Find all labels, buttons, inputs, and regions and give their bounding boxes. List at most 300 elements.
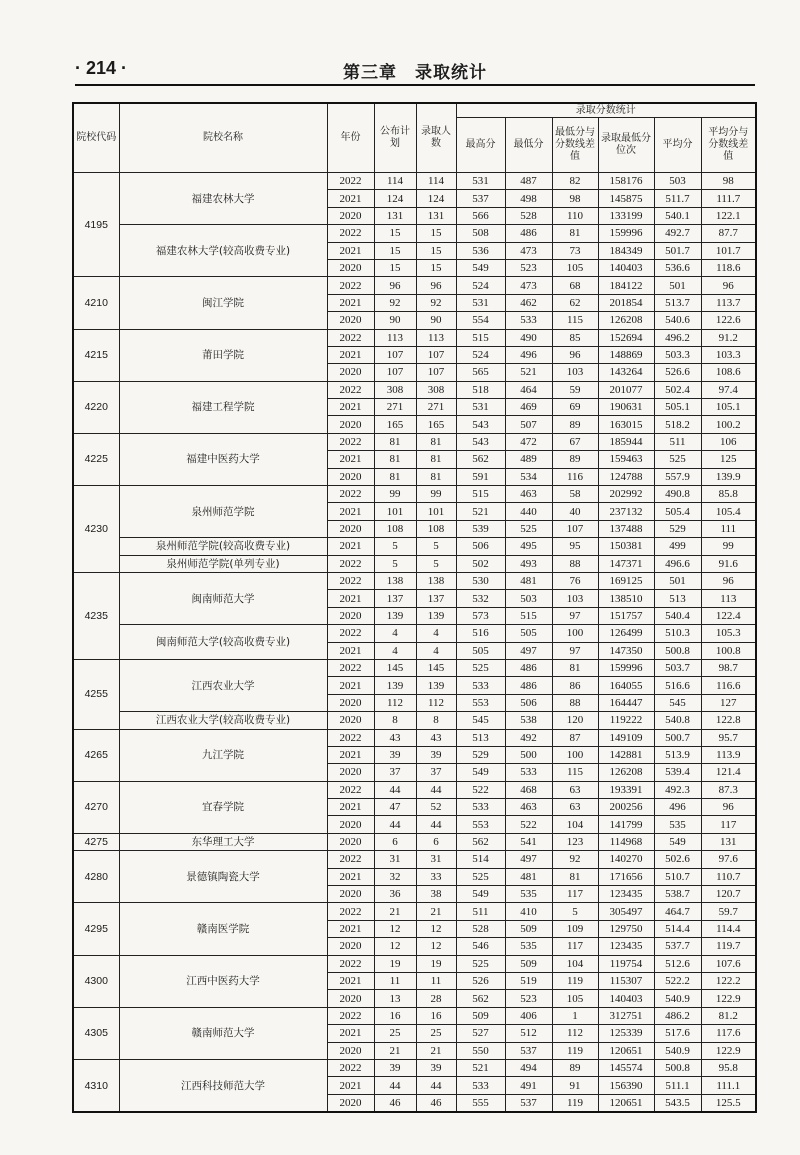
min-diff-cell: 81 xyxy=(552,225,598,242)
max-score-cell: 546 xyxy=(456,938,505,955)
plan-cell: 4 xyxy=(374,642,416,659)
plan-cell: 25 xyxy=(374,1025,416,1042)
min-diff-cell: 117 xyxy=(552,886,598,903)
min-diff-cell: 112 xyxy=(552,1025,598,1042)
admitted-cell: 107 xyxy=(416,346,456,363)
avg-score-cell: 501 xyxy=(654,277,701,294)
plan-cell: 8 xyxy=(374,712,416,729)
plan-cell: 31 xyxy=(374,851,416,868)
max-score-cell: 549 xyxy=(456,886,505,903)
col-header-avg: 平均分 xyxy=(654,118,701,173)
max-score-cell: 565 xyxy=(456,364,505,381)
rank-cell: 123435 xyxy=(598,938,654,955)
max-score-cell: 536 xyxy=(456,242,505,259)
school-code: 4270 xyxy=(73,781,119,833)
admitted-cell: 44 xyxy=(416,1077,456,1094)
avg-score-cell: 511.1 xyxy=(654,1077,701,1094)
school-code: 4265 xyxy=(73,729,119,781)
plan-cell: 44 xyxy=(374,781,416,798)
avg-diff-cell: 131 xyxy=(701,833,756,850)
table-body xyxy=(73,173,756,1113)
col-header-year: 年份 xyxy=(327,103,374,173)
admitted-cell: 21 xyxy=(416,1042,456,1059)
year-cell: 2021 xyxy=(327,642,374,659)
rank-cell: 147350 xyxy=(598,642,654,659)
avg-score-cell: 512.6 xyxy=(654,955,701,972)
min-score-cell: 541 xyxy=(505,833,552,850)
year-cell: 2022 xyxy=(327,486,374,503)
avg-diff-cell: 121.4 xyxy=(701,764,756,781)
min-score-cell: 509 xyxy=(505,920,552,937)
min-diff-cell: 62 xyxy=(552,294,598,311)
table-row xyxy=(73,903,756,920)
max-score-cell: 506 xyxy=(456,538,505,555)
avg-diff-cell: 122.9 xyxy=(701,990,756,1007)
year-cell: 2021 xyxy=(327,1077,374,1094)
avg-score-cell: 510.7 xyxy=(654,868,701,885)
table-row xyxy=(73,659,756,676)
avg-score-cell: 500.8 xyxy=(654,642,701,659)
min-diff-cell: 58 xyxy=(552,486,598,503)
rank-cell: 184349 xyxy=(598,242,654,259)
avg-diff-cell: 114.4 xyxy=(701,920,756,937)
min-score-cell: 410 xyxy=(505,903,552,920)
min-diff-cell: 59 xyxy=(552,381,598,398)
school-code: 4210 xyxy=(73,277,119,329)
col-header-code: 院校代码 xyxy=(73,103,119,173)
admitted-cell: 33 xyxy=(416,868,456,885)
table-row xyxy=(73,329,756,346)
table-row xyxy=(73,538,756,555)
min-diff-cell: 82 xyxy=(552,173,598,190)
admitted-cell: 43 xyxy=(416,729,456,746)
year-cell: 2020 xyxy=(327,833,374,850)
min-diff-cell: 91 xyxy=(552,1077,598,1094)
year-cell: 2020 xyxy=(327,607,374,624)
year-cell: 2021 xyxy=(327,799,374,816)
admitted-cell: 39 xyxy=(416,746,456,763)
min-score-cell: 494 xyxy=(505,1059,552,1076)
plan-cell: 108 xyxy=(374,520,416,537)
plan-cell: 81 xyxy=(374,451,416,468)
rank-cell: 129750 xyxy=(598,920,654,937)
plan-cell: 145 xyxy=(374,659,416,676)
avg-score-cell: 543.5 xyxy=(654,1094,701,1112)
year-cell: 2022 xyxy=(327,781,374,798)
min-diff-cell: 92 xyxy=(552,851,598,868)
avg-diff-cell: 122.6 xyxy=(701,312,756,329)
min-diff-cell: 109 xyxy=(552,920,598,937)
plan-cell: 43 xyxy=(374,729,416,746)
plan-cell: 124 xyxy=(374,190,416,207)
school-name: 江西中医药大学 xyxy=(119,955,327,1007)
year-cell: 2020 xyxy=(327,207,374,224)
rank-cell: 156390 xyxy=(598,1077,654,1094)
min-score-cell: 523 xyxy=(505,990,552,1007)
admitted-cell: 108 xyxy=(416,520,456,537)
admitted-cell: 25 xyxy=(416,1025,456,1042)
rank-cell: 184122 xyxy=(598,277,654,294)
plan-cell: 271 xyxy=(374,399,416,416)
rank-cell: 115307 xyxy=(598,972,654,989)
max-score-cell: 524 xyxy=(456,277,505,294)
avg-score-cell: 513 xyxy=(654,590,701,607)
table-row xyxy=(73,277,756,294)
rank-cell: 190631 xyxy=(598,399,654,416)
school-code: 4215 xyxy=(73,329,119,381)
avg-diff-cell: 100.8 xyxy=(701,642,756,659)
max-score-cell: 539 xyxy=(456,520,505,537)
table-row xyxy=(73,729,756,746)
max-score-cell: 533 xyxy=(456,799,505,816)
admitted-cell: 31 xyxy=(416,851,456,868)
rank-cell: 171656 xyxy=(598,868,654,885)
min-score-cell: 507 xyxy=(505,416,552,433)
school-code: 4280 xyxy=(73,851,119,903)
rank-cell: 145875 xyxy=(598,190,654,207)
plan-cell: 21 xyxy=(374,1042,416,1059)
min-score-cell: 509 xyxy=(505,955,552,972)
avg-score-cell: 540.9 xyxy=(654,990,701,1007)
min-score-cell: 519 xyxy=(505,972,552,989)
year-cell: 2020 xyxy=(327,938,374,955)
rank-cell: 152694 xyxy=(598,329,654,346)
avg-diff-cell: 120.7 xyxy=(701,886,756,903)
admitted-cell: 101 xyxy=(416,503,456,520)
rank-cell: 140403 xyxy=(598,259,654,276)
page-number: · 214 · xyxy=(75,58,128,78)
year-cell: 2020 xyxy=(327,764,374,781)
max-score-cell: 555 xyxy=(456,1094,505,1112)
rank-cell: 126499 xyxy=(598,625,654,642)
max-score-cell: 529 xyxy=(456,746,505,763)
admitted-cell: 271 xyxy=(416,399,456,416)
avg-score-cell: 492.7 xyxy=(654,225,701,242)
school-name: 福建农林大学(较高收费专业) xyxy=(119,225,327,277)
min-diff-cell: 105 xyxy=(552,990,598,1007)
min-diff-cell: 97 xyxy=(552,607,598,624)
avg-score-cell: 529 xyxy=(654,520,701,537)
avg-score-cell: 525 xyxy=(654,451,701,468)
rank-cell: 202992 xyxy=(598,486,654,503)
max-score-cell: 514 xyxy=(456,851,505,868)
max-score-cell: 515 xyxy=(456,329,505,346)
rank-cell: 147371 xyxy=(598,555,654,572)
year-cell: 2020 xyxy=(327,886,374,903)
min-diff-cell: 76 xyxy=(552,572,598,589)
min-score-cell: 486 xyxy=(505,225,552,242)
plan-cell: 39 xyxy=(374,746,416,763)
school-name: 莆田学院 xyxy=(119,329,327,381)
table-row xyxy=(73,1007,756,1024)
table-row xyxy=(73,433,756,450)
school-code: 4195 xyxy=(73,173,119,277)
plan-cell: 46 xyxy=(374,1094,416,1112)
admitted-cell: 21 xyxy=(416,903,456,920)
plan-cell: 165 xyxy=(374,416,416,433)
min-diff-cell: 89 xyxy=(552,1059,598,1076)
col-header-name: 院校名称 xyxy=(119,103,327,173)
school-name: 江西科技师范大学 xyxy=(119,1059,327,1112)
max-score-cell: 543 xyxy=(456,433,505,450)
min-diff-cell: 88 xyxy=(552,694,598,711)
avg-score-cell: 540.9 xyxy=(654,1042,701,1059)
avg-diff-cell: 108.6 xyxy=(701,364,756,381)
avg-diff-cell: 118.6 xyxy=(701,259,756,276)
page-header xyxy=(75,52,755,86)
school-code: 4295 xyxy=(73,903,119,955)
max-score-cell: 513 xyxy=(456,729,505,746)
avg-score-cell: 502.6 xyxy=(654,851,701,868)
min-score-cell: 492 xyxy=(505,729,552,746)
min-score-cell: 515 xyxy=(505,607,552,624)
year-cell: 2021 xyxy=(327,746,374,763)
year-cell: 2021 xyxy=(327,1025,374,1042)
col-header-rank: 录取最低分位次 xyxy=(598,118,654,173)
avg-diff-cell: 125.5 xyxy=(701,1094,756,1112)
rank-cell: 164055 xyxy=(598,677,654,694)
admitted-cell: 139 xyxy=(416,607,456,624)
min-score-cell: 469 xyxy=(505,399,552,416)
year-cell: 2021 xyxy=(327,590,374,607)
rank-cell: 120651 xyxy=(598,1042,654,1059)
avg-score-cell: 490.8 xyxy=(654,486,701,503)
min-score-cell: 462 xyxy=(505,294,552,311)
min-score-cell: 523 xyxy=(505,259,552,276)
avg-diff-cell: 105.1 xyxy=(701,399,756,416)
plan-cell: 139 xyxy=(374,677,416,694)
admitted-cell: 11 xyxy=(416,972,456,989)
col-header-admitted: 录取人数 xyxy=(416,103,456,173)
avg-score-cell: 464.7 xyxy=(654,903,701,920)
min-score-cell: 505 xyxy=(505,625,552,642)
min-diff-cell: 119 xyxy=(552,1094,598,1112)
table-row xyxy=(73,1059,756,1076)
min-diff-cell: 104 xyxy=(552,816,598,833)
min-diff-cell: 87 xyxy=(552,729,598,746)
school-name: 宜春学院 xyxy=(119,781,327,833)
table-row xyxy=(73,781,756,798)
rank-cell: 137488 xyxy=(598,520,654,537)
avg-diff-cell: 105.4 xyxy=(701,503,756,520)
avg-diff-cell: 105.3 xyxy=(701,625,756,642)
avg-score-cell: 503.3 xyxy=(654,346,701,363)
rank-cell: 124788 xyxy=(598,468,654,485)
school-name: 闽南师范大学 xyxy=(119,572,327,624)
col-header-plan: 公布计划 xyxy=(374,103,416,173)
avg-diff-cell: 97.4 xyxy=(701,381,756,398)
school-code: 4220 xyxy=(73,381,119,433)
max-score-cell: 521 xyxy=(456,503,505,520)
max-score-cell: 562 xyxy=(456,833,505,850)
year-cell: 2020 xyxy=(327,416,374,433)
min-score-cell: 473 xyxy=(505,242,552,259)
rank-cell: 142881 xyxy=(598,746,654,763)
school-code: 4235 xyxy=(73,572,119,659)
max-score-cell: 515 xyxy=(456,486,505,503)
min-score-cell: 525 xyxy=(505,520,552,537)
min-diff-cell: 97 xyxy=(552,642,598,659)
min-score-cell: 500 xyxy=(505,746,552,763)
plan-cell: 5 xyxy=(374,538,416,555)
plan-cell: 11 xyxy=(374,972,416,989)
rank-cell: 312751 xyxy=(598,1007,654,1024)
min-diff-cell: 95 xyxy=(552,538,598,555)
avg-score-cell: 540.8 xyxy=(654,712,701,729)
min-diff-cell: 115 xyxy=(552,312,598,329)
school-name: 闽南师范大学(较高收费专业) xyxy=(119,625,327,660)
admitted-cell: 113 xyxy=(416,329,456,346)
avg-score-cell: 503 xyxy=(654,173,701,190)
min-diff-cell: 120 xyxy=(552,712,598,729)
min-score-cell: 496 xyxy=(505,346,552,363)
admitted-cell: 6 xyxy=(416,833,456,850)
min-diff-cell: 103 xyxy=(552,364,598,381)
rank-cell: 119222 xyxy=(598,712,654,729)
min-score-cell: 495 xyxy=(505,538,552,555)
max-score-cell: 549 xyxy=(456,259,505,276)
school-name: 泉州师范学院(较高收费专业) xyxy=(119,538,327,555)
col-header-min: 最低分 xyxy=(505,118,552,173)
min-diff-cell: 69 xyxy=(552,399,598,416)
avg-diff-cell: 59.7 xyxy=(701,903,756,920)
min-score-cell: 473 xyxy=(505,277,552,294)
min-diff-cell: 107 xyxy=(552,520,598,537)
min-score-cell: 503 xyxy=(505,590,552,607)
plan-cell: 13 xyxy=(374,990,416,1007)
table-row xyxy=(73,173,756,190)
rank-cell: 114968 xyxy=(598,833,654,850)
min-score-cell: 521 xyxy=(505,364,552,381)
avg-diff-cell: 122.4 xyxy=(701,607,756,624)
max-score-cell: 532 xyxy=(456,590,505,607)
min-score-cell: 533 xyxy=(505,764,552,781)
rank-cell: 305497 xyxy=(598,903,654,920)
avg-score-cell: 522.2 xyxy=(654,972,701,989)
max-score-cell: 508 xyxy=(456,225,505,242)
year-cell: 2022 xyxy=(327,659,374,676)
avg-score-cell: 539.4 xyxy=(654,764,701,781)
admitted-cell: 99 xyxy=(416,486,456,503)
admitted-cell: 165 xyxy=(416,416,456,433)
admitted-cell: 46 xyxy=(416,1094,456,1112)
min-diff-cell: 63 xyxy=(552,799,598,816)
rank-cell: 126208 xyxy=(598,312,654,329)
admitted-cell: 81 xyxy=(416,451,456,468)
avg-diff-cell: 119.7 xyxy=(701,938,756,955)
avg-score-cell: 499 xyxy=(654,538,701,555)
table-row xyxy=(73,712,756,729)
admitted-cell: 5 xyxy=(416,555,456,572)
min-score-cell: 487 xyxy=(505,173,552,190)
rank-cell: 237132 xyxy=(598,503,654,520)
avg-score-cell: 537.7 xyxy=(654,938,701,955)
plan-cell: 36 xyxy=(374,886,416,903)
admitted-cell: 16 xyxy=(416,1007,456,1024)
avg-score-cell: 517.6 xyxy=(654,1025,701,1042)
min-diff-cell: 67 xyxy=(552,433,598,450)
avg-score-cell: 505.1 xyxy=(654,399,701,416)
rank-cell: 145574 xyxy=(598,1059,654,1076)
avg-score-cell: 503.7 xyxy=(654,659,701,676)
min-score-cell: 497 xyxy=(505,642,552,659)
school-code: 4255 xyxy=(73,659,119,729)
table-row xyxy=(73,381,756,398)
year-cell: 2022 xyxy=(327,277,374,294)
rank-cell: 119754 xyxy=(598,955,654,972)
plan-cell: 19 xyxy=(374,955,416,972)
min-diff-cell: 119 xyxy=(552,1042,598,1059)
admitted-cell: 90 xyxy=(416,312,456,329)
admitted-cell: 15 xyxy=(416,242,456,259)
avg-diff-cell: 103.3 xyxy=(701,346,756,363)
year-cell: 2020 xyxy=(327,1094,374,1112)
admitted-cell: 81 xyxy=(416,433,456,450)
year-cell: 2022 xyxy=(327,555,374,572)
plan-cell: 113 xyxy=(374,329,416,346)
plan-cell: 15 xyxy=(374,242,416,259)
min-score-cell: 497 xyxy=(505,851,552,868)
max-score-cell: 549 xyxy=(456,764,505,781)
min-diff-cell: 117 xyxy=(552,938,598,955)
plan-cell: 92 xyxy=(374,294,416,311)
plan-cell: 131 xyxy=(374,207,416,224)
admitted-cell: 39 xyxy=(416,1059,456,1076)
avg-score-cell: 505.4 xyxy=(654,503,701,520)
school-name: 赣南医学院 xyxy=(119,903,327,955)
avg-diff-cell: 106 xyxy=(701,433,756,450)
max-score-cell: 531 xyxy=(456,399,505,416)
max-score-cell: 511 xyxy=(456,903,505,920)
avg-diff-cell: 91.6 xyxy=(701,555,756,572)
avg-score-cell: 500.7 xyxy=(654,729,701,746)
avg-score-cell: 516.6 xyxy=(654,677,701,694)
avg-diff-cell: 125 xyxy=(701,451,756,468)
max-score-cell: 509 xyxy=(456,1007,505,1024)
school-code: 4305 xyxy=(73,1007,119,1059)
max-score-cell: 505 xyxy=(456,642,505,659)
min-score-cell: 535 xyxy=(505,886,552,903)
avg-diff-cell: 113 xyxy=(701,590,756,607)
plan-cell: 107 xyxy=(374,346,416,363)
min-score-cell: 472 xyxy=(505,433,552,450)
avg-score-cell: 513.9 xyxy=(654,746,701,763)
min-score-cell: 463 xyxy=(505,486,552,503)
min-score-cell: 489 xyxy=(505,451,552,468)
year-cell: 2020 xyxy=(327,1042,374,1059)
max-score-cell: 545 xyxy=(456,712,505,729)
rank-cell: 159996 xyxy=(598,659,654,676)
rank-cell: 185944 xyxy=(598,433,654,450)
table-row xyxy=(73,851,756,868)
admitted-cell: 96 xyxy=(416,277,456,294)
min-diff-cell: 5 xyxy=(552,903,598,920)
rank-cell: 158176 xyxy=(598,173,654,190)
min-diff-cell: 86 xyxy=(552,677,598,694)
max-score-cell: 566 xyxy=(456,207,505,224)
max-score-cell: 562 xyxy=(456,451,505,468)
max-score-cell: 531 xyxy=(456,294,505,311)
rank-cell: 151757 xyxy=(598,607,654,624)
max-score-cell: 522 xyxy=(456,781,505,798)
rank-cell: 120651 xyxy=(598,1094,654,1112)
year-cell: 2022 xyxy=(327,381,374,398)
min-diff-cell: 1 xyxy=(552,1007,598,1024)
year-cell: 2020 xyxy=(327,364,374,381)
max-score-cell: 543 xyxy=(456,416,505,433)
max-score-cell: 530 xyxy=(456,572,505,589)
min-score-cell: 468 xyxy=(505,781,552,798)
